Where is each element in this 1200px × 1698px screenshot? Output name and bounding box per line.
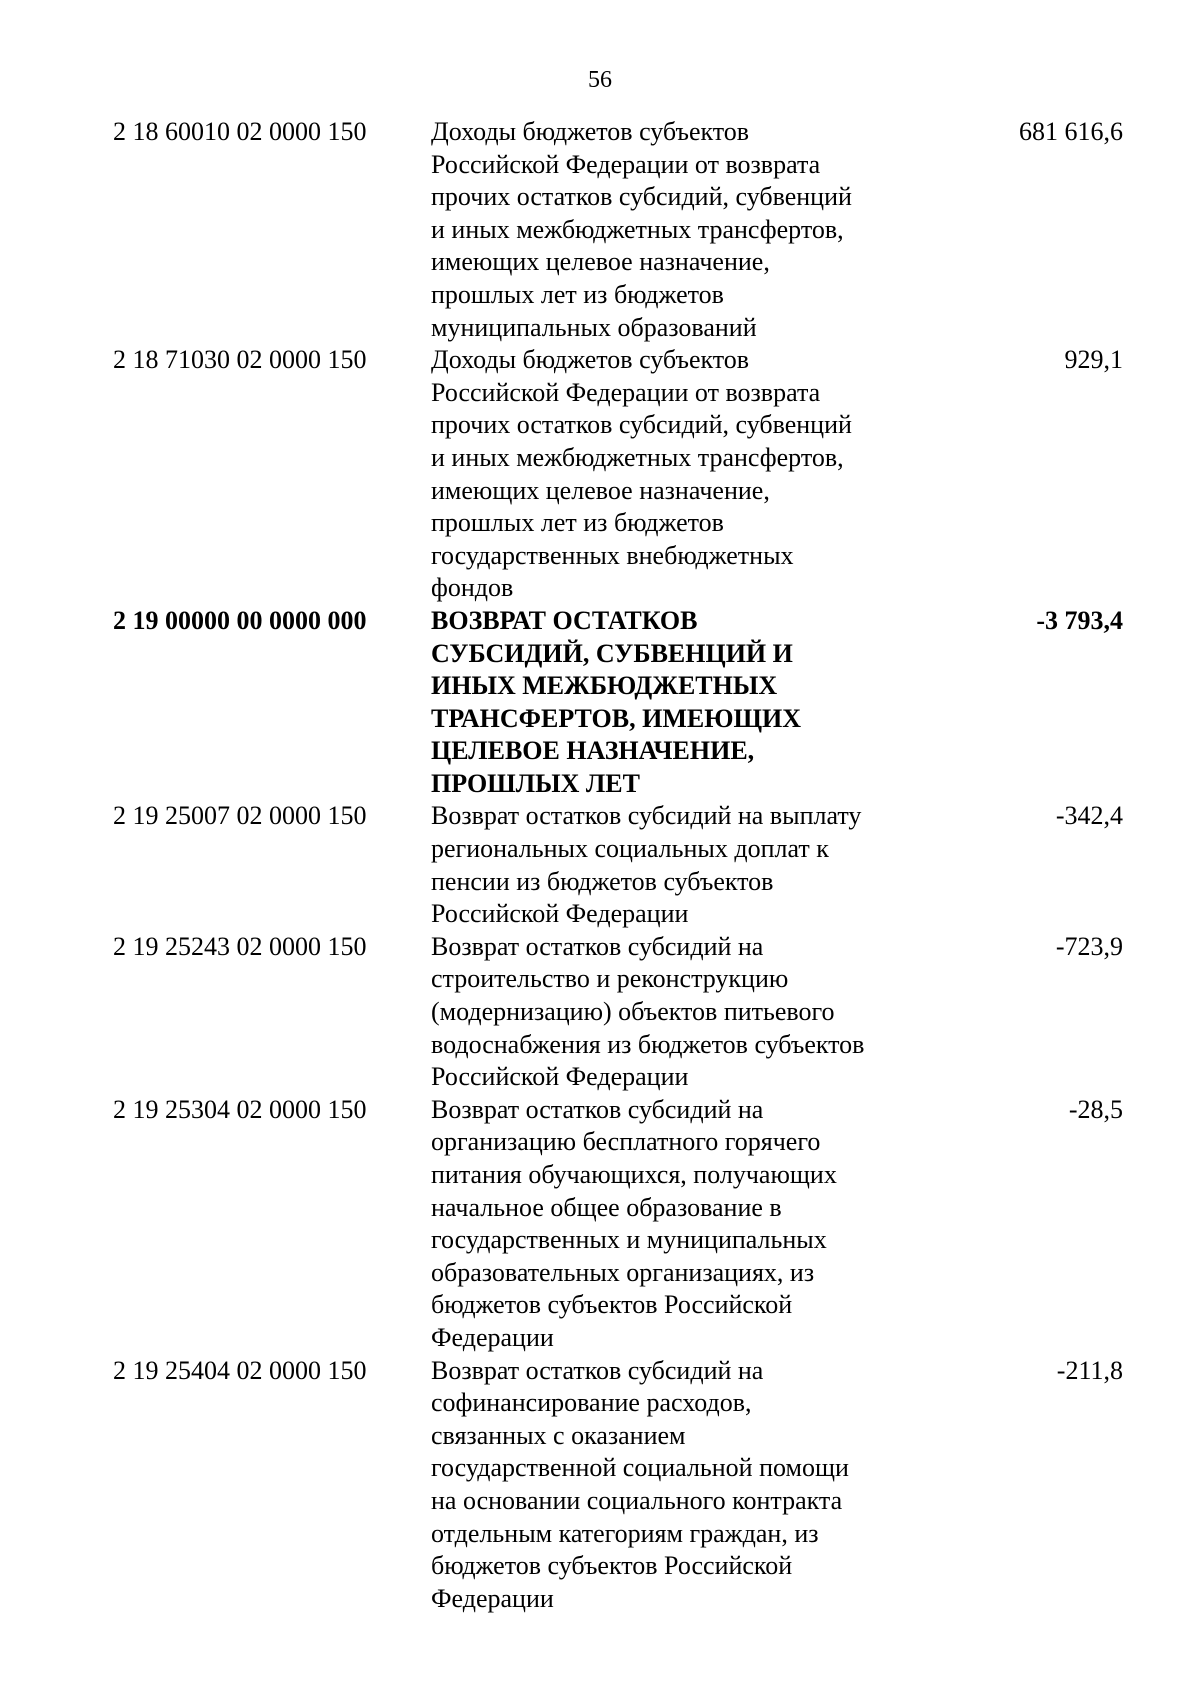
income-description [431,605,911,801]
budget-code: 2 19 25404 02 0000 150 [113,1355,367,1385]
budget-table [113,116,1123,1615]
description-line: Федерации [431,1583,554,1613]
description-line: прочих остатков субсидий, субвенций [431,182,852,212]
description-line: Российской Федерации от возврата [431,149,821,179]
description-line: ТРАНСФЕРТОВ, ИМЕЮЩИХ [431,703,802,733]
description-line: питания обучающихся, получающих [431,1160,837,1189]
income-description [431,1355,911,1616]
amount: -723,9 [1055,931,1123,961]
description-line: имеющих целевое назначение, [431,247,770,277]
description-line: Федерации [431,1322,554,1352]
description-line: региональных социальных доплат к [431,834,829,864]
table-row [113,116,1123,344]
page-number: 56 [588,67,612,93]
description-line: муниципальных образований [431,312,757,342]
budget-code: 2 18 71030 02 0000 150 [113,345,367,375]
description-line: и иных межбюджетных трансфертов, [431,214,844,244]
description-line: образовательных организациях, из [431,1257,815,1287]
description-line: бюджетов субъектов Российской [431,1290,793,1320]
amount: 681 616,6 [1019,117,1123,146]
budget-code: 2 19 25304 02 0000 150 [113,1094,367,1124]
description-line: строительство и реконструкцию [431,964,789,994]
table-row [113,1094,1123,1355]
income-description [431,800,911,930]
description-line: ПРОШЛЫХ ЛЕТ [431,768,640,798]
description-line: имеющих целевое назначение, [431,475,770,505]
description-line: ИНЫХ МЕЖБЮДЖЕТНЫХ [431,671,778,701]
table-row [113,1355,1123,1616]
income-description [431,1094,911,1355]
description-line: бюджетов субъектов Российской [431,1551,793,1581]
description-line: пенсии из бюджетов субъектов [431,866,774,896]
description-line: прочих остатков субсидий, субвенций [431,410,852,440]
table-row [113,344,1123,605]
description-line: Доходы бюджетов субъектов [431,117,750,146]
table-row [113,931,1123,1094]
description-line: Возврат остатков субсидий на [431,1355,764,1385]
budget-code: 2 19 25007 02 0000 150 [113,801,367,831]
description-line: Российской Федерации [431,1062,689,1092]
amount: -28,5 [1068,1094,1123,1124]
description-line: Возврат остатков субсидий на выплату [431,801,862,831]
description-line: ЦЕЛЕВОЕ НАЗНАЧЕНИЕ, [431,736,755,766]
budget-code: 2 19 00000 00 0000 000 [113,605,367,635]
description-line: ВОЗВРАТ ОСТАТКОВ [431,605,698,635]
budget-code: 2 18 60010 02 0000 150 [113,117,367,146]
amount: 929,1 [1064,345,1123,375]
description-line: Возврат остатков субсидий на [431,931,764,961]
amount: -342,4 [1055,801,1123,831]
description-line: государственных и муниципальных [431,1225,827,1255]
description-line: отдельным категориям граждан, из [431,1518,819,1548]
description-line: государственной социальной помощи [431,1453,849,1483]
description-line: Доходы бюджетов субъектов [431,345,750,375]
table-row-section-total [113,605,1123,801]
description-line: (модернизацию) объектов питьевого [431,997,835,1027]
income-description [431,116,911,344]
description-line: прошлых лет из бюджетов [431,279,724,309]
description-line: связанных с оказанием [431,1420,686,1450]
description-line: софинансирование расходов, [431,1388,752,1418]
description-line: организацию бесплатного горячего [431,1127,821,1157]
description-line: фондов [431,573,514,603]
income-description [431,931,911,1094]
description-line: государственных внебюджетных [431,540,794,570]
table-row [113,800,1123,930]
description-line: начальное общее образование в [431,1192,782,1222]
description-line: на основании социального контракта [431,1485,843,1515]
description-line: Российской Федерации [431,899,689,929]
amount: -3 793,4 [1036,605,1123,635]
description-line: Возврат остатков субсидий на [431,1094,764,1124]
amount: -211,8 [1056,1355,1123,1385]
description-line: прошлых лет из бюджетов [431,508,724,538]
description-line: СУБСИДИЙ, СУБВЕНЦИЙ И [431,638,793,668]
budget-code: 2 19 25243 02 0000 150 [113,931,367,961]
income-description [431,344,911,605]
description-line: Российской Федерации от возврата [431,377,821,407]
description-line: и иных межбюджетных трансфертов, [431,442,844,472]
description-line: водоснабжения из бюджетов субъектов [431,1029,865,1059]
